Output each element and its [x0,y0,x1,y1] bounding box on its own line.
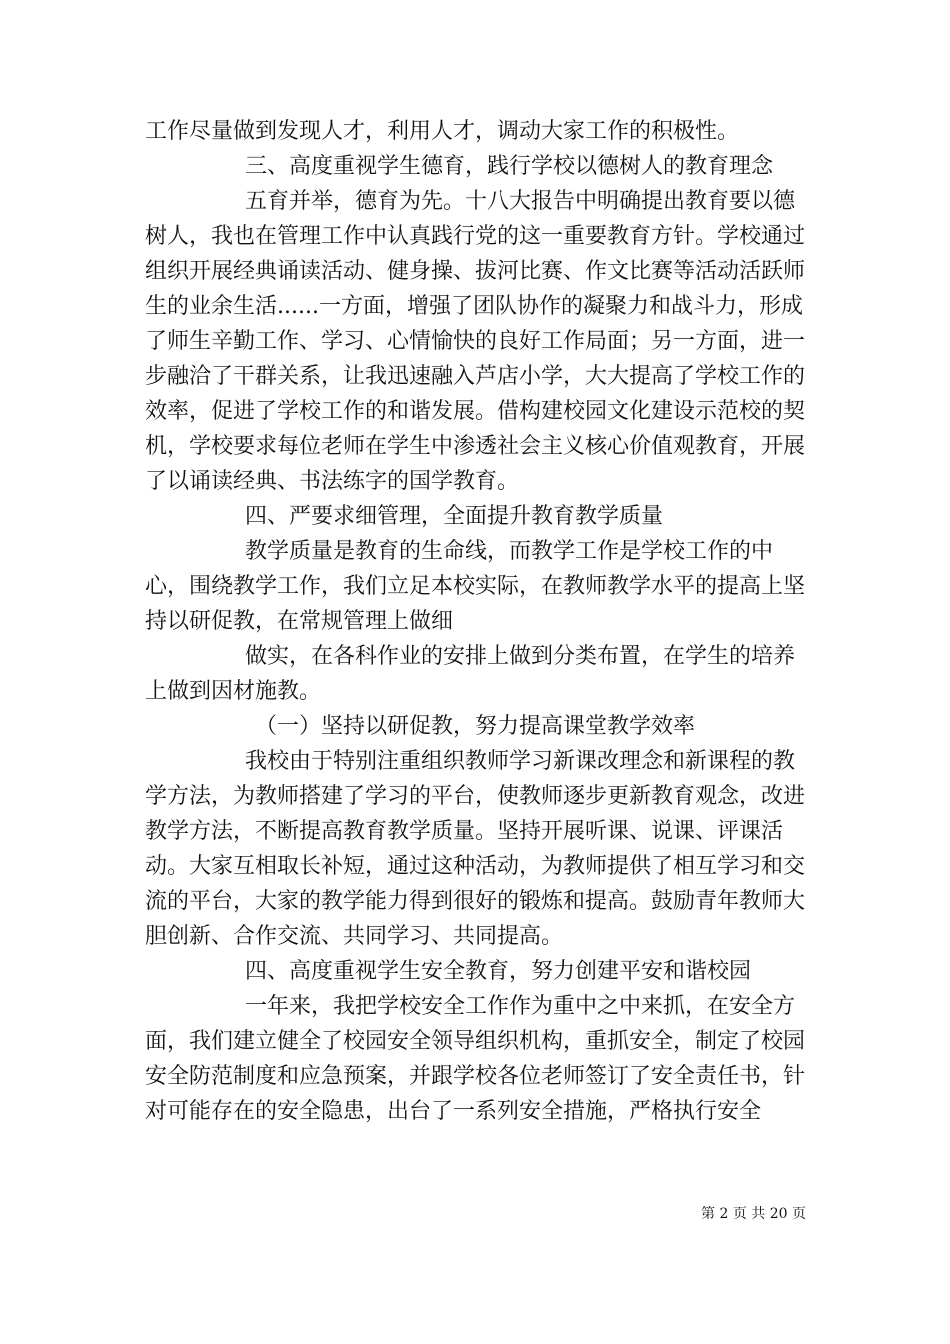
body-text [145,114,805,1129]
paragraph-moral-education: 五育并举，德育为先。十八大报告中明确提出教育要以德树人，我也在管理工作中认真践行党的这一重要教育方针。学校通过组织开展经典诵读活动、健身操、拔河比赛、作文比赛等活动活跃师生的业余生活......一方面，增强了团队协作的凝聚力和战斗力，形成了师生辛勤工作、学习、心情愉快的良好工作局面；另一方面，进一步融洽了干群关系，让我迅速融入芦店小学，大大提高了学校工作的效率，促进了学校工作的和谐发展。借构建校园文化建设示范校的契机，学校要求每位老师在学生中渗透社会主义核心价值观教育，开展了以诵读经典、书法练字的国学教育。 [145,189,806,494]
section-heading-safety: 四、高度重视学生安全教育，努力创建平安和谐校园 [245,959,752,984]
page-number: 第 2 页 共 20 页 [701,1206,806,1222]
section-heading-moral-education: 三、高度重视学生德育，践行学校以德树人的教育理念 [245,154,774,179]
paragraph-continuation: 工作尽量做到发现人才，利用人才，调动大家工作的积极性。 [145,119,740,144]
section-heading-teaching-quality: 四、严要求细管理，全面提升教育教学质量 [245,504,664,529]
subsection-heading-research: （一）坚持以研促教，努力提高课堂教学效率 [255,714,696,739]
paragraph-safety: 一年来，我把学校安全工作作为重中之中来抓，在安全方面，我们建立健全了校园安全领导组织机构，重抓安全，制定了校园安全防范制度和应急预案，并跟学校各位老师签订了安全责任书，针对可能存在的安全隐患，出台了一系列安全措施，严格执行安全 [145,994,806,1124]
paragraph-research: 我校由于特别注重组织教师学习新课改理念和新课程的教学方法，为教师搭建了学习的平台，使教师逐步更新教育观念，改进教学方法，不断提高教育教学质量。坚持开展听课、说课、评课活动。大家互相取长补短，通过这种活动，为教师提供了相互学习和交流的平台，大家的教学能力得到很好的锻炼和提高。鼓励青年教师大胆创新、合作交流、共同学习、共同提高。 [145,749,806,949]
paragraph-teaching-quality-cont: 做实，在各科作业的安排上做到分类布置，在学生的培养上做到因材施教。 [145,644,796,704]
paragraph-teaching-quality: 教学质量是教育的生命线，而教学工作是学校工作的中心，围绕教学工作，我们立足本校实际，在教师教学水平的提高上坚持以研促教，在常规管理上做细 [145,539,806,634]
